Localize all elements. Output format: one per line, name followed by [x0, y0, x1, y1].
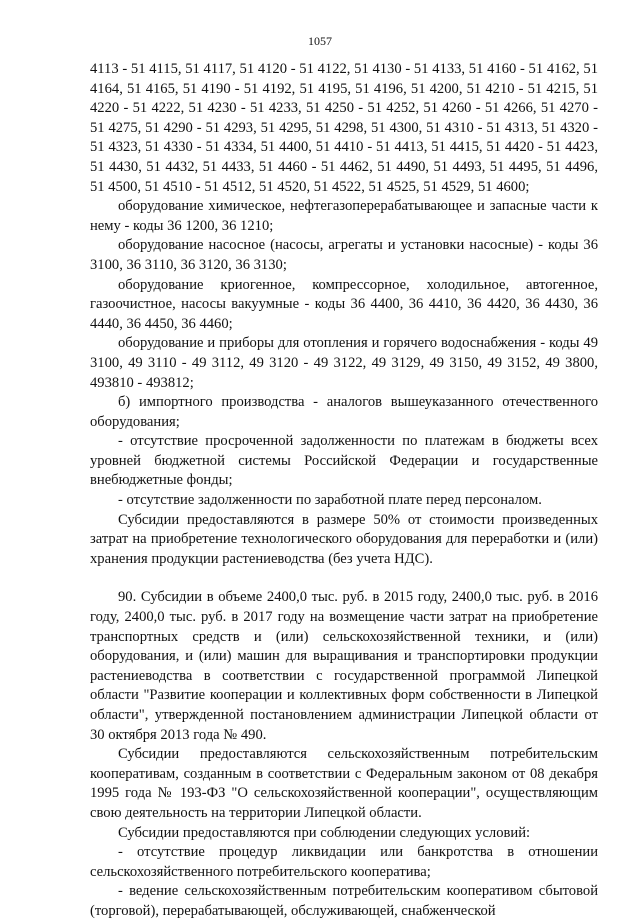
- paragraph-okp-codes-continued: 4113 - 51 4115, 51 4117, 51 4120 - 51 4122, 51 4130 - 51 4133, 51 4160 - 51 4162, 51 4164, 51 4165, 51 4190 - 51 4192, 51 4195, 51 4196, 51 4200, 51 4210 - 51 4215, 51 4220 - 51 4222, 51 4230 - 51 4233, 51 4250 - 51 4252, 51 4260 - 51 4266, 51 4270 - 51 4275, 51 4290 - 51 4293, 51 4295, 51 4298, 51 4300, 51 4310 - 51 4313, 51 4320 - 51 4323, 51 4330 - 51 4334, 51 4400, 51 4410 - 51 4413, 51 4415, 51 4420 - 51 4423, 51 4430, 51 4432, 51 4433, 51 4460 - 51 4462, 51 4490, 51 4493, 51 4495, 51 4496, 51 4500, 51 4510 - 51 4512, 51 4520, 51 4522, 51 4525, 51 4529, 51 4600;: [90, 61, 598, 195]
- page-number: 1057: [308, 34, 332, 48]
- paragraph-heating-equipment: оборудование и приборы для отопления и горячего водоснабжения - коды 49 3100, 49 3110 - 49 3112, 49 3120 - 49 3122, 49 3129, 49 3150, 49 3152, 49 3800, 493810 - 493812;: [90, 335, 598, 391]
- paragraph-conditions-heading: Субсидии предоставляются при соблюдении следующих условий:: [118, 824, 531, 841]
- section-gap: [90, 569, 598, 588]
- paragraph-pump-equipment: оборудование насосное (насосы, агрегаты и установки насосные) - коды 36 3100, 36 3110, 36 3120, 36 3130;: [90, 237, 598, 273]
- paragraph-no-overdue-debt: - отсутствие просроченной задолженности по платежам в бюджеты всех уровней бюджетной системы Российской Федерации и государственные внебюджетные фонды;: [90, 433, 598, 489]
- document-body: [90, 60, 598, 922]
- paragraph-no-wage-debt: - отсутствие задолженности по заработной плате перед персоналом.: [118, 492, 542, 509]
- paragraph-imported-equipment: б) импортного производства - аналогов вышеуказанного отечественного оборудования;: [90, 394, 598, 430]
- paragraph-no-liquidation: - отсутствие процедур ликвидации или банкротства в отношении сельскохозяйственного потребительского кооператива;: [90, 844, 598, 880]
- paragraph-subsidy-recipients: Субсидии предоставляются сельскохозяйственным потребительским кооперативам, созданным в соответствии с Федеральным законом от 08 декабря 1995 года № 193-ФЗ "О сельскохозяйственной кооперации", осуществляющим свою деятельность на территории Липецкой области.: [90, 746, 598, 821]
- paragraph-cooperative-activity: - ведение сельскохозяйственным потребительским кооперативом сбытовой (торговой), перерабатывающей, обслуживающей, снабженческой: [90, 883, 598, 919]
- paragraph-subsidy-amount: Субсидии предоставляются в размере 50% от стоимости произведенных затрат на приобретение технологического оборудования для переработки и (или) хранения продукции растениеводства (без учета НДС).: [90, 511, 598, 567]
- paragraph-section-90: 90. Субсидии в объеме 2400,0 тыс. руб. в 2015 году, 2400,0 тыс. руб. в 2016 году, 2400,0 тыс. руб. в 2017 году на возмещение части затрат на приобретение транспортных средств и (или) сельскохозяйственной техники, и (или) оборудования, и (или) машин для выращивания и транспортировки продукции растениеводства в соответствии с государственной программой Липецкой области "Развитие кооперации и коллективных форм собственности в Липецкой области", утвержденной постановлением администрации Липецкой области от 30 октября 2013 года № 490.: [90, 589, 598, 743]
- paragraph-cryogenic-equipment: оборудование криогенное, компрессорное, холодильное, автогенное, газоочистное, насосы вакуумные - коды 36 4400, 36 4410, 36 4420, 36 4430, 36 4440, 36 4450, 36 4460;: [90, 276, 598, 332]
- paragraph-chemical-equipment: оборудование химическое, нефтегазоперерабатывающее и запасные части к нему - коды 36 1200, 36 1210;: [90, 198, 598, 234]
